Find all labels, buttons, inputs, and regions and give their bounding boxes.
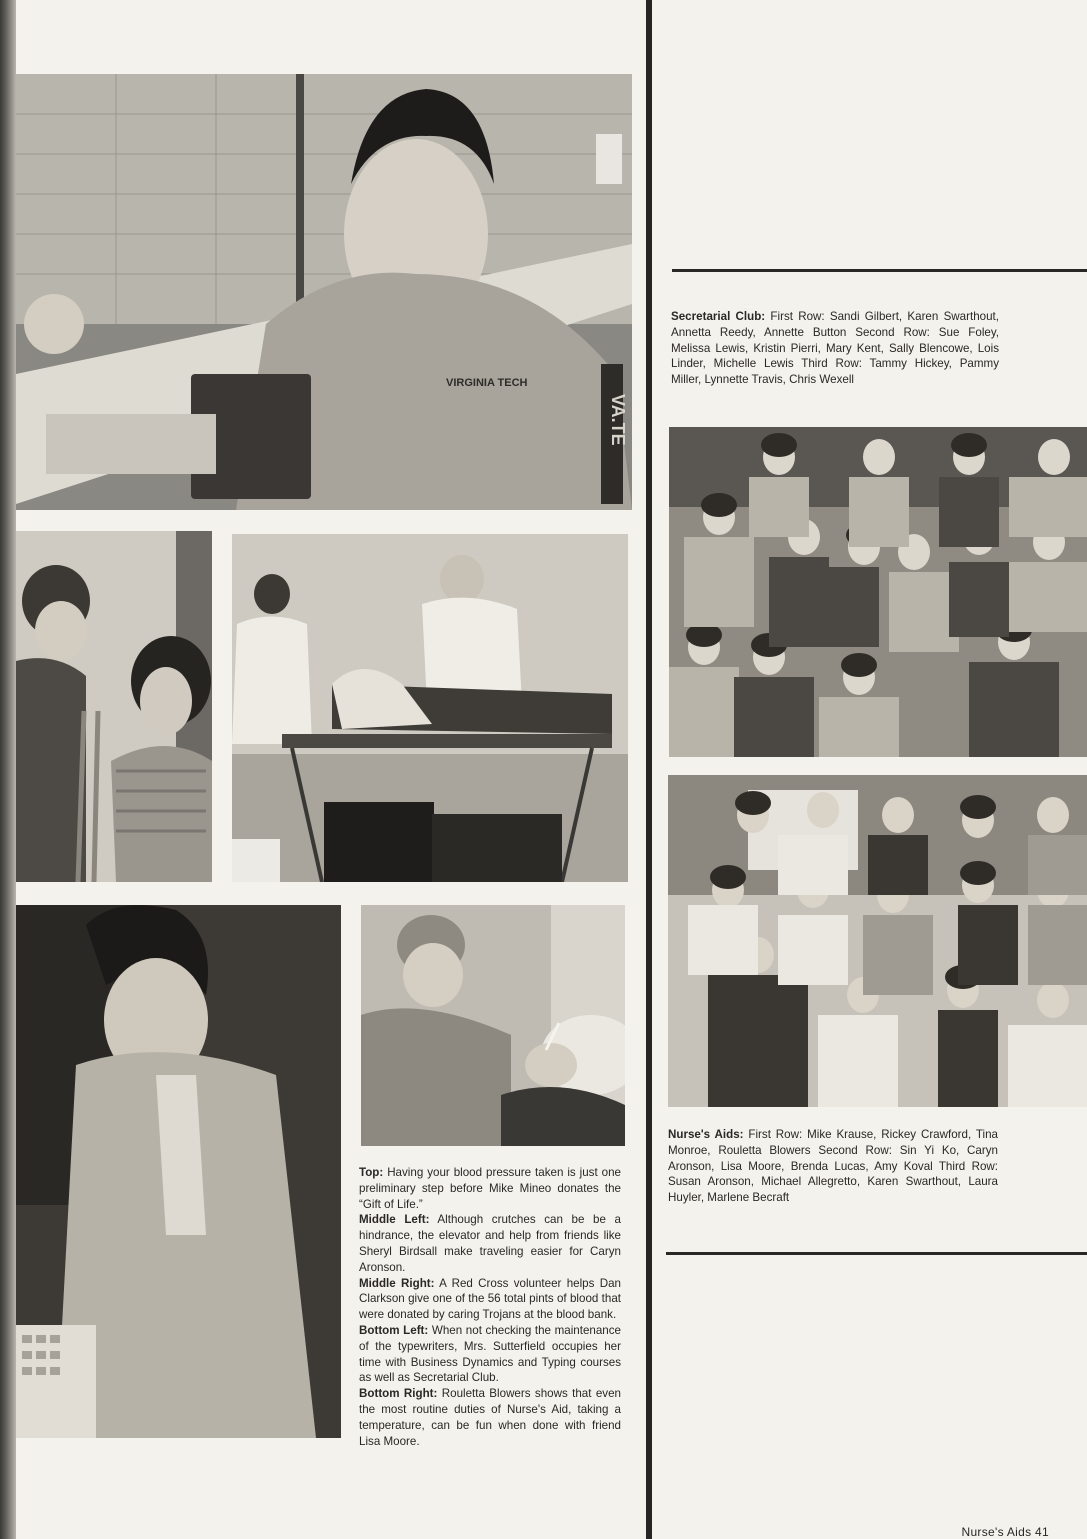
sleeve-text: VA.TE xyxy=(608,394,628,446)
caption-bottom-left: Bottom Left: When not checking the maintenance of the typewriters, Mrs. Sutterfield occupies her time with Business Dynamics and Typing courses as well as Secretarial Club. xyxy=(359,1323,621,1385)
shirt-logo-text: VIRGINIA TECH xyxy=(446,377,528,389)
photo-bottom-right-temperature xyxy=(361,905,625,1146)
page-footer xyxy=(961,1525,1049,1539)
divider-rule-bottom xyxy=(666,1252,1087,1255)
caption-bottom-right: Bottom Right: Rouletta Blowers shows that even the most routine duties of Nurse's Aid, taking a temperature, can be fun when done with friend Lisa Moore. xyxy=(359,1387,621,1448)
footer-section: Nurse's Aids xyxy=(961,1525,1032,1539)
column-gutter xyxy=(646,0,652,1539)
caption-middle-left: Middle Left: Although crutches can be be a hindrance, the elevator and help from friends like Sheryl Birdsall make traveling easier for Caryn Aronson. xyxy=(359,1213,621,1274)
photo-secretarial-club-group xyxy=(669,427,1087,757)
secretarial-club-title: Secretarial Club: xyxy=(671,310,766,323)
page-binding-shadow xyxy=(0,0,16,1539)
nurses-aids-title: Nurse's Aids: xyxy=(668,1128,744,1141)
secretarial-club-caption xyxy=(671,309,999,388)
photo-nurses-aids-group xyxy=(668,775,1087,1107)
photo-middle-left-crutches xyxy=(16,531,212,882)
caption-top: Top: Having your blood pressure taken is just one preliminary step before Mike Mineo donates the “Gift of Life.” xyxy=(359,1166,621,1211)
secretarial-club-names: First Row: Sandi Gilbert, Karen Swarthout, Annetta Reedy, Annette Button Second Row: Sue Foley, Melissa Lewis, Kristin Pierri, Mary Kent, Sally Blencowe, Lois Linder, Michelle Lewis Third Row: Tammy Hickey, Pammy Miller, Lynnette Travis, Chris Wexell xyxy=(671,310,999,387)
photo-middle-right-blood-bank xyxy=(232,534,628,882)
divider-rule-top xyxy=(672,269,1087,272)
photo-captions xyxy=(359,1165,621,1449)
caption-middle-right: Middle Right: A Red Cross volunteer helps Dan Clarkson give one of the 56 total pints of blood that were donated by caring Trojans at the blood bank. xyxy=(359,1276,621,1322)
nurses-aids-caption xyxy=(668,1127,998,1206)
footer-page-number: 41 xyxy=(1035,1525,1049,1539)
photo-top-blood-pressure xyxy=(16,74,632,510)
nurses-aids-names: First Row: Mike Krause, Rickey Crawford, Tina Monroe, Rouletta Blowers Second Row: Sin Yi Ko, Caryn Aronson, Lisa Moore, Brenda Lucas, Amy Koval Third Row: Susan Aronson, Michael Allegretto, Karen Swarthout, Laura Huyler, Marlene Becraft xyxy=(668,1128,998,1205)
photo-bottom-left-typewriter xyxy=(16,905,341,1438)
